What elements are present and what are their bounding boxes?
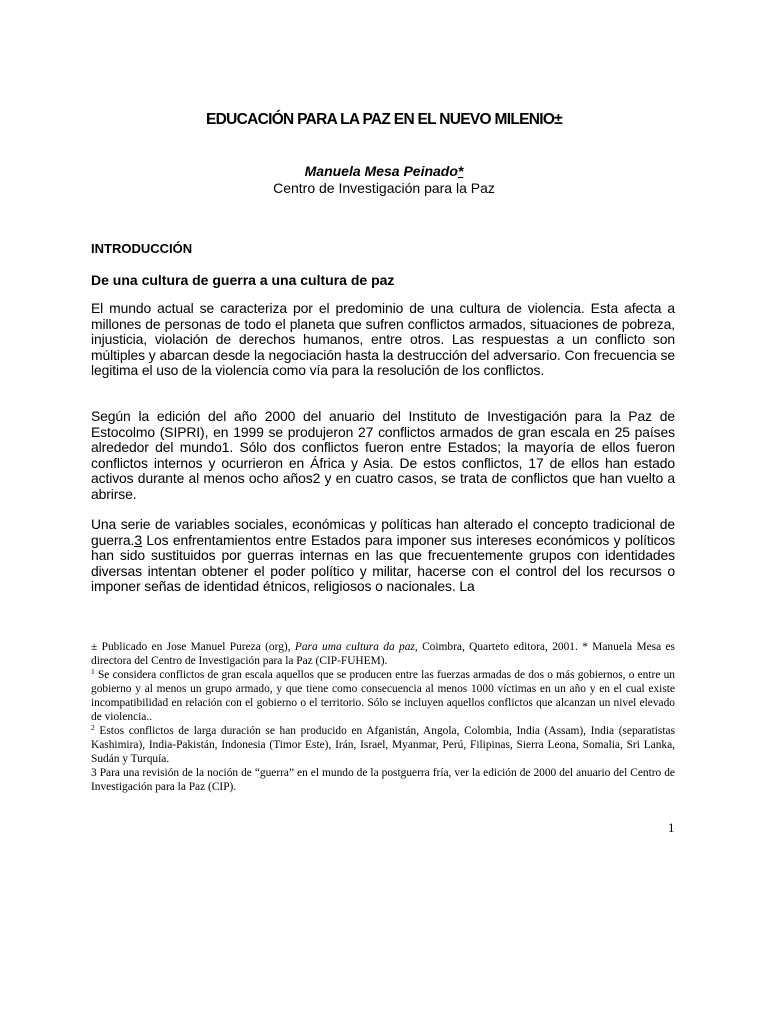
author-footnote-link[interactable]: *	[457, 163, 464, 179]
footnote-2-text: Estos conflictos de larga duración se han producido en Afganistán, Angola, Colombia, India (Assam), India (separatistas Kashimira), India-Pakistán, Indonesia (Timor Este), Irán, Israel, Myanmar, Perú, Filipinas, Sierra Leona, Somalia, Sri Lanka, Sudán y Turquía.	[91, 725, 675, 765]
footnote-publication-text-end: , Coimbra, Quarteto editora, 2001. * Manuela Mesa es directora del Centro de Investigación para la Paz (CIP-FUHEM).	[91, 641, 675, 667]
footnote-3: 3 Para una revisión de la noción de “guerra” en el mundo de la postguerra fría, ver la edición de 2000 del anuario del Centro de Investigación para la Paz (CIP).	[91, 767, 675, 793]
footnote-1-text: Se considera conflictos de gran escala aquellos que se producen entre las fuerzas armadas de dos o más gobiernos, o entre un gobierno y al menos un grupo armado, y que tiene como consecuencia al menos 1000 víctimas en un año y en el cual existe incompatibilidad en relación con el gobierno o el territorio. Sólo se incluyen aquellos conflictos que alcanzan un nivel elevado de violencia..	[91, 669, 675, 723]
footnote-1	[91, 668, 675, 724]
footnote-2	[91, 724, 675, 766]
body-paragraph-3	[91, 517, 675, 595]
author-affiliation: Centro de Investigación para la Paz	[273, 180, 495, 196]
footnote-2-marker: 2	[91, 723, 95, 732]
document-title: EDUCACIÓN PARA LA PAZ EN EL NUEVO MILENIO±	[205, 111, 562, 128]
footnote-publication	[91, 640, 675, 668]
author-line	[0, 163, 768, 179]
body-paragraph-2: Según la edición del año 2000 del anuario del Instituto de Investigación para la Paz de Estocolmo (SIPRI), en 1999 se produjeron 27 conflictos armados de gran escala en 25 países alrededor del mundo1. Sólo dos conflictos fueron entre Estados; la mayoría de ellos fueron conflictos internos y ocurrieron en África y Asia. De estos conflictos, 17 de ellos han estado activos durante al menos ocho años2 y en cuatro casos, se trata de conflictos que han vuelto a abrirse.	[91, 408, 675, 502]
page-number: 1	[668, 820, 675, 835]
footnote-publication-book-title: Para uma cultura da paz	[294, 641, 415, 653]
author-name: Manuela Mesa Peinado	[304, 163, 458, 179]
paragraph-3-text-start: Una serie de variables sociales, económicas y políticas han alterado el concepto tradicional de guerra.	[91, 516, 675, 548]
footnotes	[91, 640, 675, 794]
body-paragraph-1: El mundo actual se caracteriza por el predominio de una cultura de violencia. Esta afecta a millones de personas de todo el planeta que sufren conflictos armados, situaciones de pobreza, injusticia, violación de derechos humanos, entre otros. Las respuestas a un conflicto son múltiples y abarcan desde la negociación hasta la destrucción del adversario. Con frecuencia se legitima el uso de la violencia como vía para la resolución de los conflictos.	[91, 300, 675, 378]
footnote-3-link[interactable]: 3	[134, 531, 142, 548]
footnote-publication-text: ± Publicado en Jose Manuel Pureza (org),	[91, 641, 295, 653]
subsection-heading: De una cultura de guerra a una cultura de paz	[91, 272, 395, 288]
footnote-1-marker: 1	[91, 667, 95, 676]
paragraph-3-text-end: Los enfrentamientos entre Estados para imponer sus intereses económicos y políticos han sido sustituidos por guerras internas en las que frecuentemente grupos con identidades diversas intentan obtener el poder político y militar, hacerse con el control del los recursos o imponer señas de identidad étnicos, religiosos o nacionales. La	[91, 531, 675, 594]
section-heading-introduction: INTRODUCCIÓN	[91, 241, 193, 256]
